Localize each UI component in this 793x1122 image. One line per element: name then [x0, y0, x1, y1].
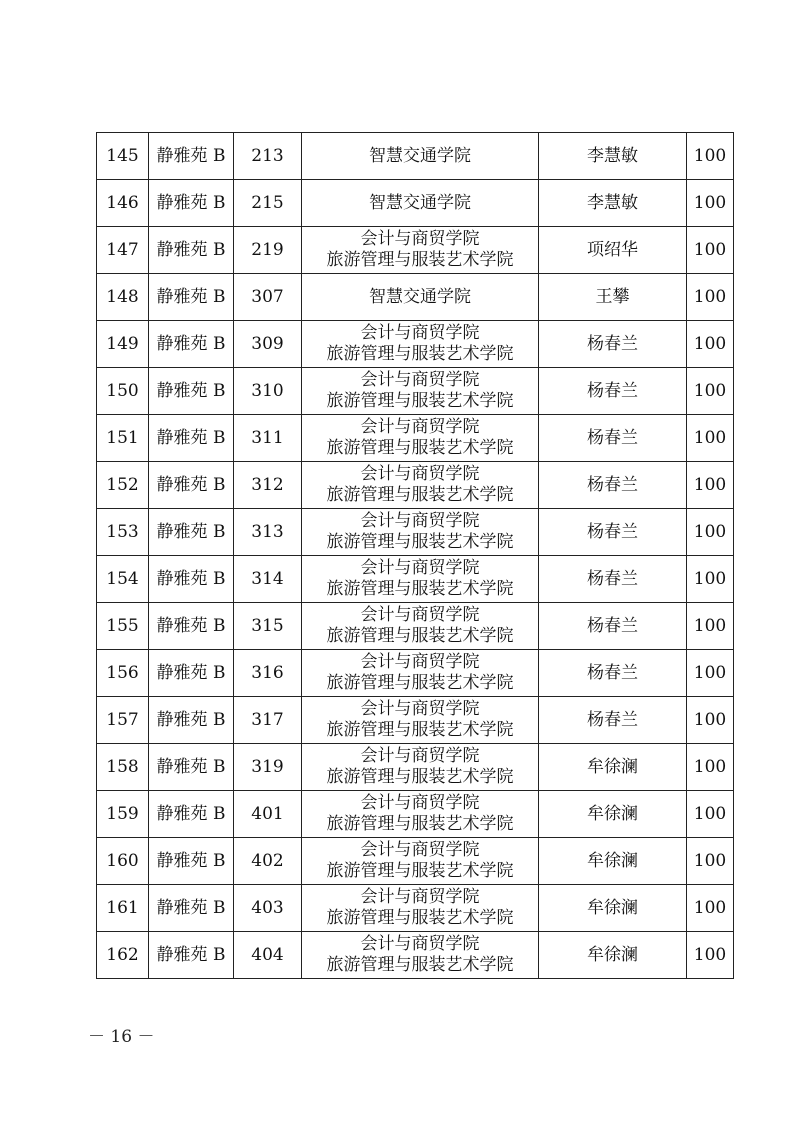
teacher-cell: 项绍华 — [539, 227, 687, 274]
college-cell — [302, 227, 539, 274]
teacher-cell: 李慧敏 — [539, 133, 687, 180]
college-name: 旅游管理与服装艺术学院 — [326, 720, 514, 740]
college-name: 会计与商贸学院 — [360, 323, 480, 343]
college-cell — [302, 603, 539, 650]
row-index-cell: 148 — [97, 274, 149, 321]
college-name: 会计与商贸学院 — [360, 887, 480, 907]
room-number-cell: 310 — [234, 368, 302, 415]
teacher-cell: 李慧敏 — [539, 180, 687, 227]
teacher-cell: 杨春兰 — [539, 415, 687, 462]
college-name: 智慧交通学院 — [369, 192, 471, 213]
room-number-cell: 404 — [234, 932, 302, 979]
college-cell — [302, 556, 539, 603]
table-row — [97, 368, 734, 415]
college-name: 会计与商贸学院 — [360, 229, 480, 249]
college-name: 旅游管理与服装艺术学院 — [326, 673, 514, 693]
table-row — [97, 603, 734, 650]
score-cell: 100 — [687, 744, 734, 791]
row-index-cell: 151 — [97, 415, 149, 462]
row-index-cell: 155 — [97, 603, 149, 650]
building-cell: 静雅苑 B — [149, 650, 234, 697]
college-cell — [302, 180, 539, 227]
building-cell: 静雅苑 B — [149, 321, 234, 368]
college-name: 旅游管理与服装艺术学院 — [326, 814, 514, 834]
room-number-cell: 311 — [234, 415, 302, 462]
score-cell: 100 — [687, 368, 734, 415]
college-cell — [302, 509, 539, 556]
college-name: 会计与商贸学院 — [360, 652, 480, 672]
college-cell — [302, 744, 539, 791]
building-cell: 静雅苑 B — [149, 368, 234, 415]
score-cell: 100 — [687, 885, 734, 932]
college-name: 会计与商贸学院 — [360, 558, 480, 578]
table-row — [97, 838, 734, 885]
college-name: 会计与商贸学院 — [360, 417, 480, 437]
college-name: 旅游管理与服装艺术学院 — [326, 579, 514, 599]
room-number-cell: 309 — [234, 321, 302, 368]
row-index-cell: 158 — [97, 744, 149, 791]
room-number-cell: 403 — [234, 885, 302, 932]
building-cell: 静雅苑 B — [149, 885, 234, 932]
row-index-cell: 146 — [97, 180, 149, 227]
college-name: 旅游管理与服装艺术学院 — [326, 955, 514, 975]
score-cell: 100 — [687, 603, 734, 650]
score-cell: 100 — [687, 791, 734, 838]
table-row — [97, 932, 734, 979]
college-name: 旅游管理与服装艺术学院 — [326, 485, 514, 505]
college-cell — [302, 415, 539, 462]
college-name: 智慧交通学院 — [369, 286, 471, 307]
building-cell: 静雅苑 B — [149, 227, 234, 274]
college-name: 会计与商贸学院 — [360, 464, 480, 484]
college-cell — [302, 462, 539, 509]
room-number-cell: 312 — [234, 462, 302, 509]
score-cell: 100 — [687, 321, 734, 368]
table-row — [97, 274, 734, 321]
teacher-cell: 杨春兰 — [539, 321, 687, 368]
college-name: 旅游管理与服装艺术学院 — [326, 532, 514, 552]
college-name: 旅游管理与服装艺术学院 — [326, 908, 514, 928]
building-cell: 静雅苑 B — [149, 509, 234, 556]
college-name: 旅游管理与服装艺术学院 — [326, 344, 514, 364]
score-cell: 100 — [687, 133, 734, 180]
teacher-cell: 杨春兰 — [539, 650, 687, 697]
teacher-cell: 牟徐澜 — [539, 838, 687, 885]
college-name: 会计与商贸学院 — [360, 511, 480, 531]
score-cell: 100 — [687, 509, 734, 556]
room-number-cell: 215 — [234, 180, 302, 227]
table-row — [97, 321, 734, 368]
college-cell — [302, 838, 539, 885]
building-cell: 静雅苑 B — [149, 603, 234, 650]
table-row — [97, 556, 734, 603]
row-index-cell: 159 — [97, 791, 149, 838]
teacher-cell: 杨春兰 — [539, 697, 687, 744]
row-index-cell: 160 — [97, 838, 149, 885]
college-name: 旅游管理与服装艺术学院 — [326, 861, 514, 881]
dormitory-score-table — [96, 132, 734, 979]
page-number: － 16 － — [88, 1027, 155, 1047]
table-row — [97, 650, 734, 697]
room-number-cell: 313 — [234, 509, 302, 556]
table-row — [97, 509, 734, 556]
row-index-cell: 145 — [97, 133, 149, 180]
score-cell: 100 — [687, 180, 734, 227]
building-cell: 静雅苑 B — [149, 932, 234, 979]
score-cell: 100 — [687, 650, 734, 697]
college-name: 会计与商贸学院 — [360, 605, 480, 625]
building-cell: 静雅苑 B — [149, 791, 234, 838]
room-number-cell: 402 — [234, 838, 302, 885]
score-cell: 100 — [687, 697, 734, 744]
score-cell: 100 — [687, 415, 734, 462]
college-name: 会计与商贸学院 — [360, 746, 480, 766]
room-number-cell: 316 — [234, 650, 302, 697]
teacher-cell: 牟徐澜 — [539, 744, 687, 791]
row-index-cell: 150 — [97, 368, 149, 415]
teacher-cell: 牟徐澜 — [539, 932, 687, 979]
teacher-cell: 杨春兰 — [539, 603, 687, 650]
college-name: 会计与商贸学院 — [360, 934, 480, 954]
college-name: 旅游管理与服装艺术学院 — [326, 438, 514, 458]
score-cell: 100 — [687, 274, 734, 321]
table-row — [97, 180, 734, 227]
row-index-cell: 152 — [97, 462, 149, 509]
table-body — [97, 133, 734, 979]
row-index-cell: 162 — [97, 932, 149, 979]
room-number-cell: 315 — [234, 603, 302, 650]
building-cell: 静雅苑 B — [149, 556, 234, 603]
college-cell — [302, 650, 539, 697]
room-number-cell: 314 — [234, 556, 302, 603]
college-name: 会计与商贸学院 — [360, 370, 480, 390]
score-cell: 100 — [687, 932, 734, 979]
row-index-cell: 161 — [97, 885, 149, 932]
college-name: 旅游管理与服装艺术学院 — [326, 250, 514, 270]
college-name: 旅游管理与服装艺术学院 — [326, 391, 514, 411]
college-cell — [302, 932, 539, 979]
teacher-cell: 杨春兰 — [539, 462, 687, 509]
room-number-cell: 219 — [234, 227, 302, 274]
college-name: 会计与商贸学院 — [360, 699, 480, 719]
teacher-cell: 杨春兰 — [539, 509, 687, 556]
row-index-cell: 153 — [97, 509, 149, 556]
building-cell: 静雅苑 B — [149, 697, 234, 744]
college-name: 智慧交通学院 — [369, 145, 471, 166]
building-cell: 静雅苑 B — [149, 133, 234, 180]
college-cell — [302, 885, 539, 932]
room-number-cell: 213 — [234, 133, 302, 180]
score-cell: 100 — [687, 838, 734, 885]
room-number-cell: 319 — [234, 744, 302, 791]
table-row — [97, 697, 734, 744]
table-row — [97, 415, 734, 462]
table-row — [97, 227, 734, 274]
building-cell: 静雅苑 B — [149, 180, 234, 227]
room-number-cell: 401 — [234, 791, 302, 838]
table-row — [97, 885, 734, 932]
college-cell — [302, 697, 539, 744]
college-name: 会计与商贸学院 — [360, 840, 480, 860]
room-number-cell: 317 — [234, 697, 302, 744]
table-row — [97, 133, 734, 180]
teacher-cell: 王攀 — [539, 274, 687, 321]
building-cell: 静雅苑 B — [149, 462, 234, 509]
building-cell: 静雅苑 B — [149, 415, 234, 462]
building-cell: 静雅苑 B — [149, 274, 234, 321]
table-row — [97, 462, 734, 509]
score-cell: 100 — [687, 227, 734, 274]
score-cell: 100 — [687, 462, 734, 509]
building-cell: 静雅苑 B — [149, 838, 234, 885]
row-index-cell: 156 — [97, 650, 149, 697]
teacher-cell: 牟徐澜 — [539, 791, 687, 838]
table-row — [97, 791, 734, 838]
row-index-cell: 154 — [97, 556, 149, 603]
college-name: 旅游管理与服装艺术学院 — [326, 767, 514, 787]
teacher-cell: 牟徐澜 — [539, 885, 687, 932]
college-cell — [302, 321, 539, 368]
college-name: 会计与商贸学院 — [360, 793, 480, 813]
teacher-cell: 杨春兰 — [539, 368, 687, 415]
table-row — [97, 744, 734, 791]
room-number-cell: 307 — [234, 274, 302, 321]
college-name: 旅游管理与服装艺术学院 — [326, 626, 514, 646]
row-index-cell: 147 — [97, 227, 149, 274]
college-cell — [302, 133, 539, 180]
college-cell — [302, 791, 539, 838]
college-cell — [302, 368, 539, 415]
college-cell — [302, 274, 539, 321]
row-index-cell: 149 — [97, 321, 149, 368]
row-index-cell: 157 — [97, 697, 149, 744]
building-cell: 静雅苑 B — [149, 744, 234, 791]
score-cell: 100 — [687, 556, 734, 603]
teacher-cell: 杨春兰 — [539, 556, 687, 603]
